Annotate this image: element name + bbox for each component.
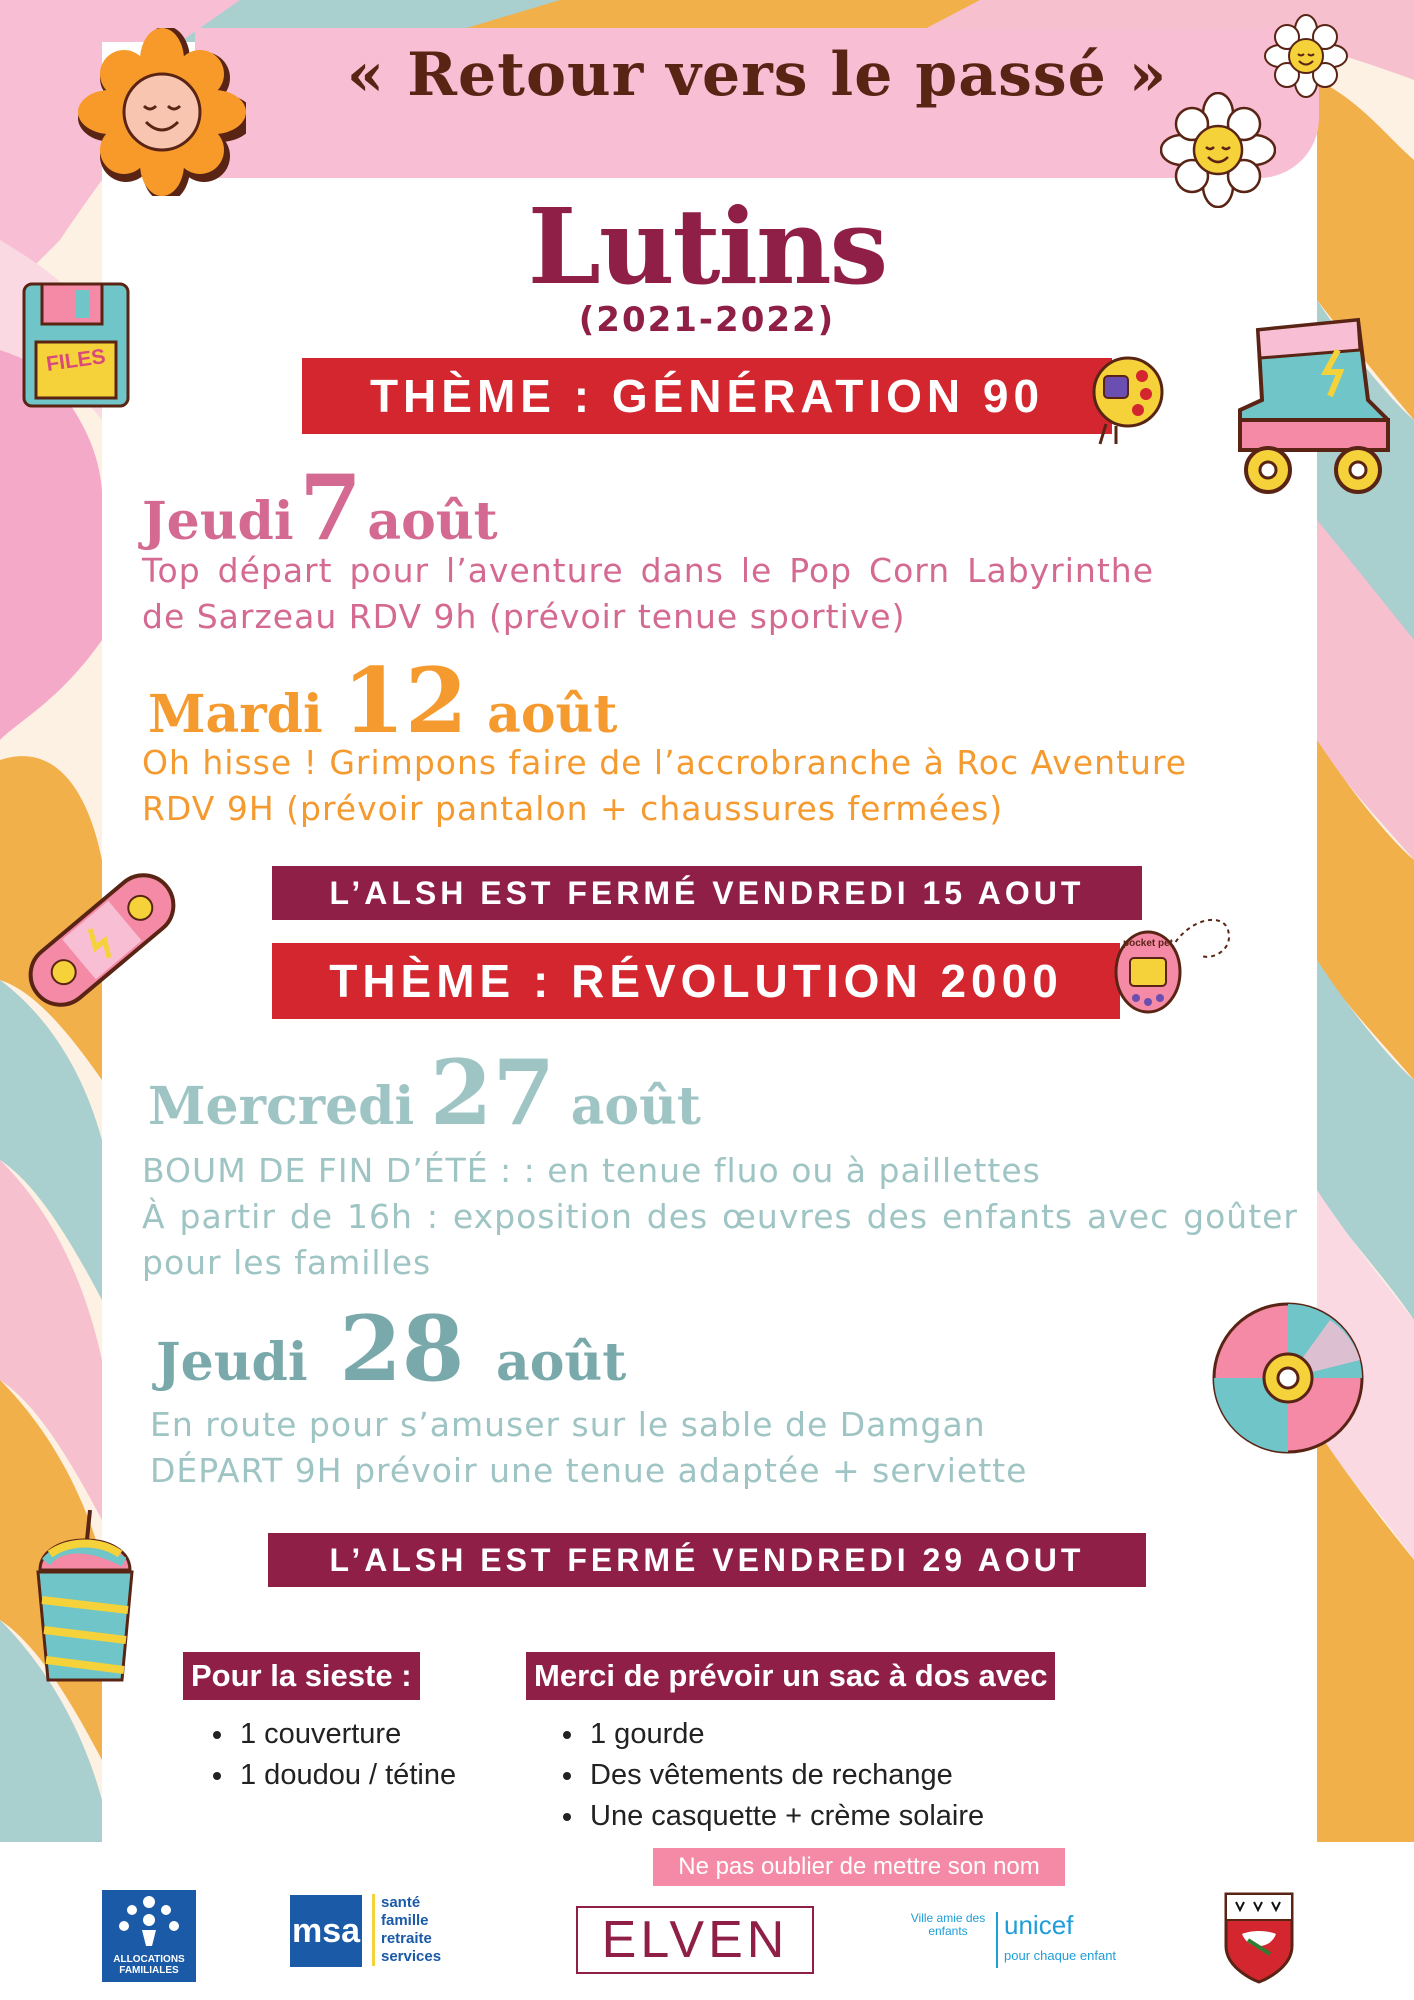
unicef-logo: unicef [1004,1910,1074,1940]
event-description-line: BOUM DE FIN D’ÉTÉ : : en tenue fluo ou à paillettes [142,1151,1041,1190]
event-weekday: Jeudi [142,491,294,552]
msa-line: services [381,1948,442,1965]
event-date-7-aout [142,455,498,561]
list-item: • Une casquette + crème solaire [586,1796,984,1837]
event-description [142,1148,1298,1286]
msa-line: retraite [381,1930,432,1947]
daisy-smiley-icon [1264,14,1348,98]
event-date-27-aout [148,1040,701,1146]
tamagotchi-icon [1112,910,1238,1020]
event-month: août [367,491,498,552]
closure-banner: L’ALSH EST FERMÉ VENDREDI 15 AOUT [272,866,1142,920]
event-weekday: Jeudi [156,1332,308,1393]
theme-banner-revolution-2000: THÈME : RÉVOLUTION 2000 [272,943,1120,1019]
msa-logo: msa [290,1895,362,1967]
band-aid-icon [12,850,192,1030]
closure-banner: L’ALSH EST FERMÉ VENDREDI 29 AOUT [268,1533,1146,1587]
event-description-line: DÉPART 9H prévoir une tenue adaptée + serviette [150,1451,1028,1490]
theme-banner-generation-90: THÈME : GÉNÉRATION 90 [302,358,1112,434]
event-description: Top départ pour l’aventure dans le Pop Corn Labyrinthe de Sarzeau RDV 9h (prévoir tenue sportive) [142,551,1154,636]
floppy-disk-icon [20,280,132,410]
msa-line: famille [381,1912,429,1929]
event-month: août [570,1076,701,1137]
list-item: • 1 gourde [586,1714,984,1755]
msa-tagline [372,1894,471,1966]
event-description-line: Oh hisse ! Grimpons faire de l’accrobranche à Roc Aventure [142,743,1188,782]
name-reminder: Ne pas oublier de mettre son nom [653,1848,1065,1886]
sac-heading: Merci de prévoir un sac à dos avec [526,1652,1055,1700]
event-description-line: RDV 9H (prévoir pantalon + chaussures fermées) [142,789,1004,828]
unicef-tagline: pour chaque enfant [1004,1948,1117,1963]
caf-logo [102,1890,196,1982]
event-day-number: 12 [342,648,468,754]
list-item: • 1 couverture [236,1714,456,1755]
poster-title: « Retour vers le passé » [346,40,1168,110]
ville-amie-logo: Ville amie des enfants [910,1911,986,1938]
event-weekday: Mardi [148,684,323,745]
event-description-line: En route pour s’amuser sur le sable de Damgan [150,1405,986,1444]
event-month: août [496,1332,627,1393]
flower-smiley-icon [78,28,246,196]
event-weekday: Mercredi [148,1076,415,1137]
coat-of-arms-icon [1222,1890,1296,1986]
logo-divider [996,1912,998,1968]
tamagotchi-label: pocket pet [1122,938,1173,949]
event-date-12-aout [148,648,617,754]
school-years: (2021-2022) [578,300,836,340]
event-month: août [487,684,618,745]
floppy-label: FILES [44,344,107,377]
caf-label: ALLOCATIONS FAMILIALES [113,1954,185,1976]
event-day-number: 27 [429,1040,556,1146]
group-name: Lutins [527,185,887,308]
event-day-number: 7 [299,455,362,561]
event-day-number: 28 [339,1296,465,1402]
yoyo-icon [1090,354,1168,446]
sac-list [546,1714,984,1837]
event-description-line: À partir de 16h : exposition des œuvres des enfants avec goûter pour les familles [142,1197,1298,1282]
list-item: • Des vêtements de rechange [586,1755,984,1796]
sieste-list [196,1714,456,1796]
event-date-28-aout [156,1296,626,1402]
roller-skate-icon [1228,310,1398,500]
msa-line: santé [381,1894,421,1911]
slushie-cup-icon [30,1510,140,1690]
sieste-heading: Pour la sieste : [183,1652,420,1700]
caf-family-icon [102,1890,196,1950]
event-description [150,1402,1290,1494]
event-description [142,740,1292,832]
elven-logo: ELVEN [576,1906,814,1974]
list-item: • 1 doudou / tétine [236,1755,456,1796]
